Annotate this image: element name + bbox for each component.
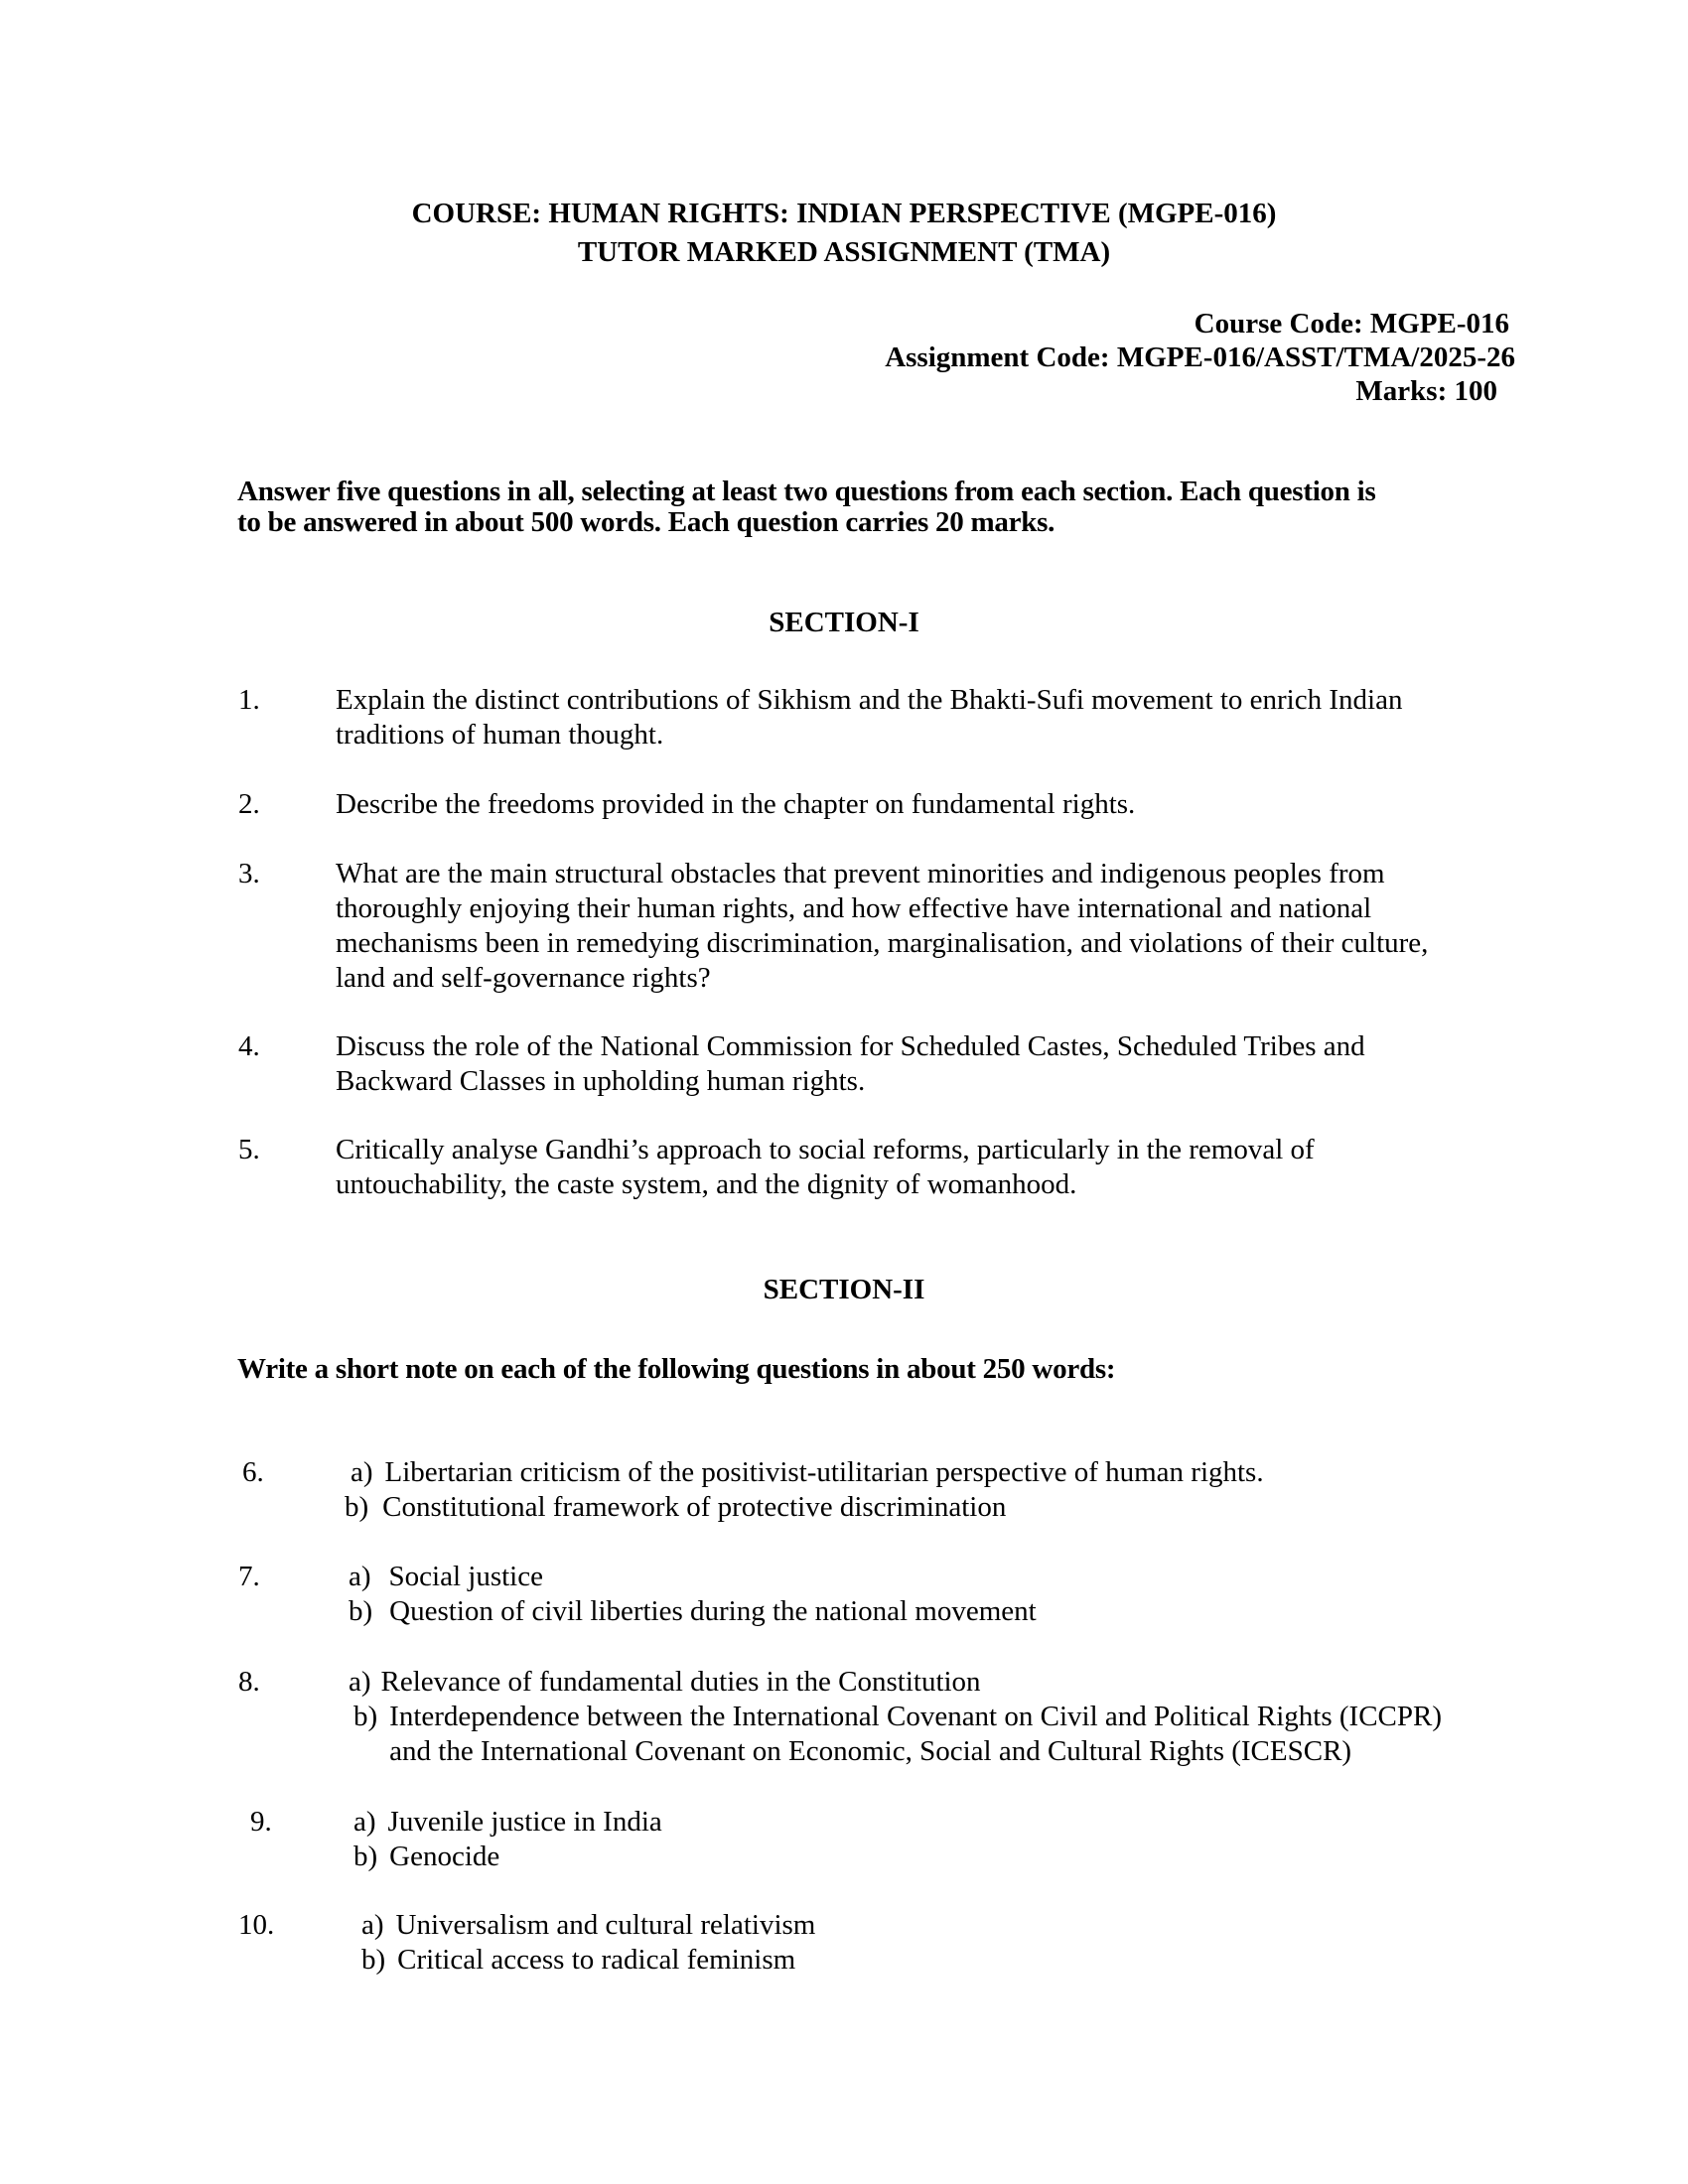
question-number: 8. (238, 1666, 260, 1698)
question-line: Backward Classes in upholding human rights. (336, 1065, 866, 1097)
sub-question-a (361, 1908, 815, 1943)
sub-question-b (361, 1943, 795, 1978)
sub-label: b) (349, 1595, 373, 1627)
sub-text: Question of civil liberties during the national movement (389, 1595, 1037, 1627)
question-text (336, 683, 1402, 752)
question-line: mechanisms been in remedying discrimination, marginalisation, and violations of their culture, (336, 927, 1429, 959)
sub-text: Genocide (389, 1841, 500, 1872)
sub-question-b (353, 1840, 499, 1874)
sub-text: Libertarian criticism of the positivist-utilitarian perspective of human rights. (384, 1456, 1264, 1488)
question-line: land and self-governance rights? (336, 962, 711, 994)
marks: Marks: 100 (1355, 375, 1497, 407)
question-number: 6. (242, 1456, 264, 1488)
sub-text-line: Interdependence between the International Covenant on Civil and Political Rights (ICCPR) (389, 1701, 1443, 1732)
question-line: Explain the distinct contributions of Sikhism and the Bhakti-Sufi movement to enrich Indian (336, 684, 1403, 716)
sub-label: b) (353, 1841, 378, 1872)
sub-label: a) (353, 1806, 376, 1838)
sub-label: a) (351, 1456, 373, 1488)
question-text (336, 857, 1428, 996)
question-text (336, 1029, 1365, 1099)
sub-label: b) (345, 1491, 369, 1523)
section-1-heading: SECTION-I (769, 607, 919, 638)
sub-label: b) (361, 1944, 386, 1976)
sub-text (389, 1700, 1442, 1769)
sub-question-a (349, 1560, 543, 1594)
question-text (336, 1133, 1315, 1202)
question-text (336, 787, 1135, 822)
question-line: thoroughly enjoying their human rights, and how effective have international and national (336, 892, 1372, 924)
question-number: 3. (238, 858, 260, 889)
sub-question-a (351, 1455, 1264, 1490)
instructions-line-1: Answer five questions in all, selecting at least two questions from each section. Each question is (237, 476, 1376, 507)
sub-question-a (349, 1665, 981, 1700)
sub-label: a) (361, 1909, 384, 1941)
question-number: 2. (238, 788, 260, 820)
sub-question-b (353, 1700, 1442, 1769)
question-line: Describe the freedoms provided in the chapter on fundamental rights. (336, 788, 1136, 820)
sub-text: Universalism and cultural relativism (395, 1909, 816, 1941)
sub-text: Juvenile justice in India (387, 1806, 662, 1838)
question-number: 1. (238, 684, 260, 716)
question-line: Critically analyse Gandhi’s approach to social reforms, particularly in the removal of (336, 1134, 1315, 1165)
question-number: 4. (238, 1030, 260, 1062)
assignment-code: Assignment Code: MGPE-016/ASST/TMA/2025-26 (885, 341, 1515, 373)
section-2-heading: SECTION-II (763, 1274, 925, 1305)
sub-text: Social justice (388, 1561, 543, 1592)
assignment-title: TUTOR MARKED ASSIGNMENT (TMA) (577, 236, 1111, 268)
sub-label: a) (349, 1666, 371, 1698)
course-code: Course Code: MGPE-016 (1194, 308, 1509, 340)
question-line: traditions of human thought. (336, 719, 664, 751)
question-line: untouchability, the caste system, and the dignity of womanhood. (336, 1168, 1077, 1200)
question-number: 10. (238, 1909, 275, 1941)
instructions-line-2: to be answered in about 500 words. Each question carries 20 marks. (237, 506, 1055, 538)
question-number: 7. (238, 1561, 260, 1592)
question-line: What are the main structural obstacles that prevent minorities and indigenous peoples from (336, 858, 1385, 889)
sub-text: Constitutional framework of protective discrimination (382, 1491, 1007, 1523)
section-2-instruction: Write a short note on each of the following questions in about 250 words: (237, 1353, 1116, 1385)
sub-label: b) (353, 1701, 378, 1732)
sub-label: a) (349, 1561, 371, 1592)
question-number: 5. (238, 1134, 260, 1165)
question-number: 9. (250, 1806, 272, 1838)
sub-text: Relevance of fundamental duties in the Constitution (380, 1666, 981, 1698)
sub-text: Critical access to radical feminism (397, 1944, 796, 1976)
question-line: Discuss the role of the National Commission for Scheduled Castes, Scheduled Tribes and (336, 1030, 1365, 1062)
course-title: COURSE: HUMAN RIGHTS: INDIAN PERSPECTIVE (MGPE-016) (411, 198, 1277, 229)
sub-question-b (349, 1594, 1037, 1629)
sub-text-line: and the International Covenant on Economic, Social and Cultural Rights (ICESCR) (389, 1735, 1352, 1767)
sub-question-b (345, 1490, 1006, 1525)
sub-question-a (353, 1805, 662, 1840)
